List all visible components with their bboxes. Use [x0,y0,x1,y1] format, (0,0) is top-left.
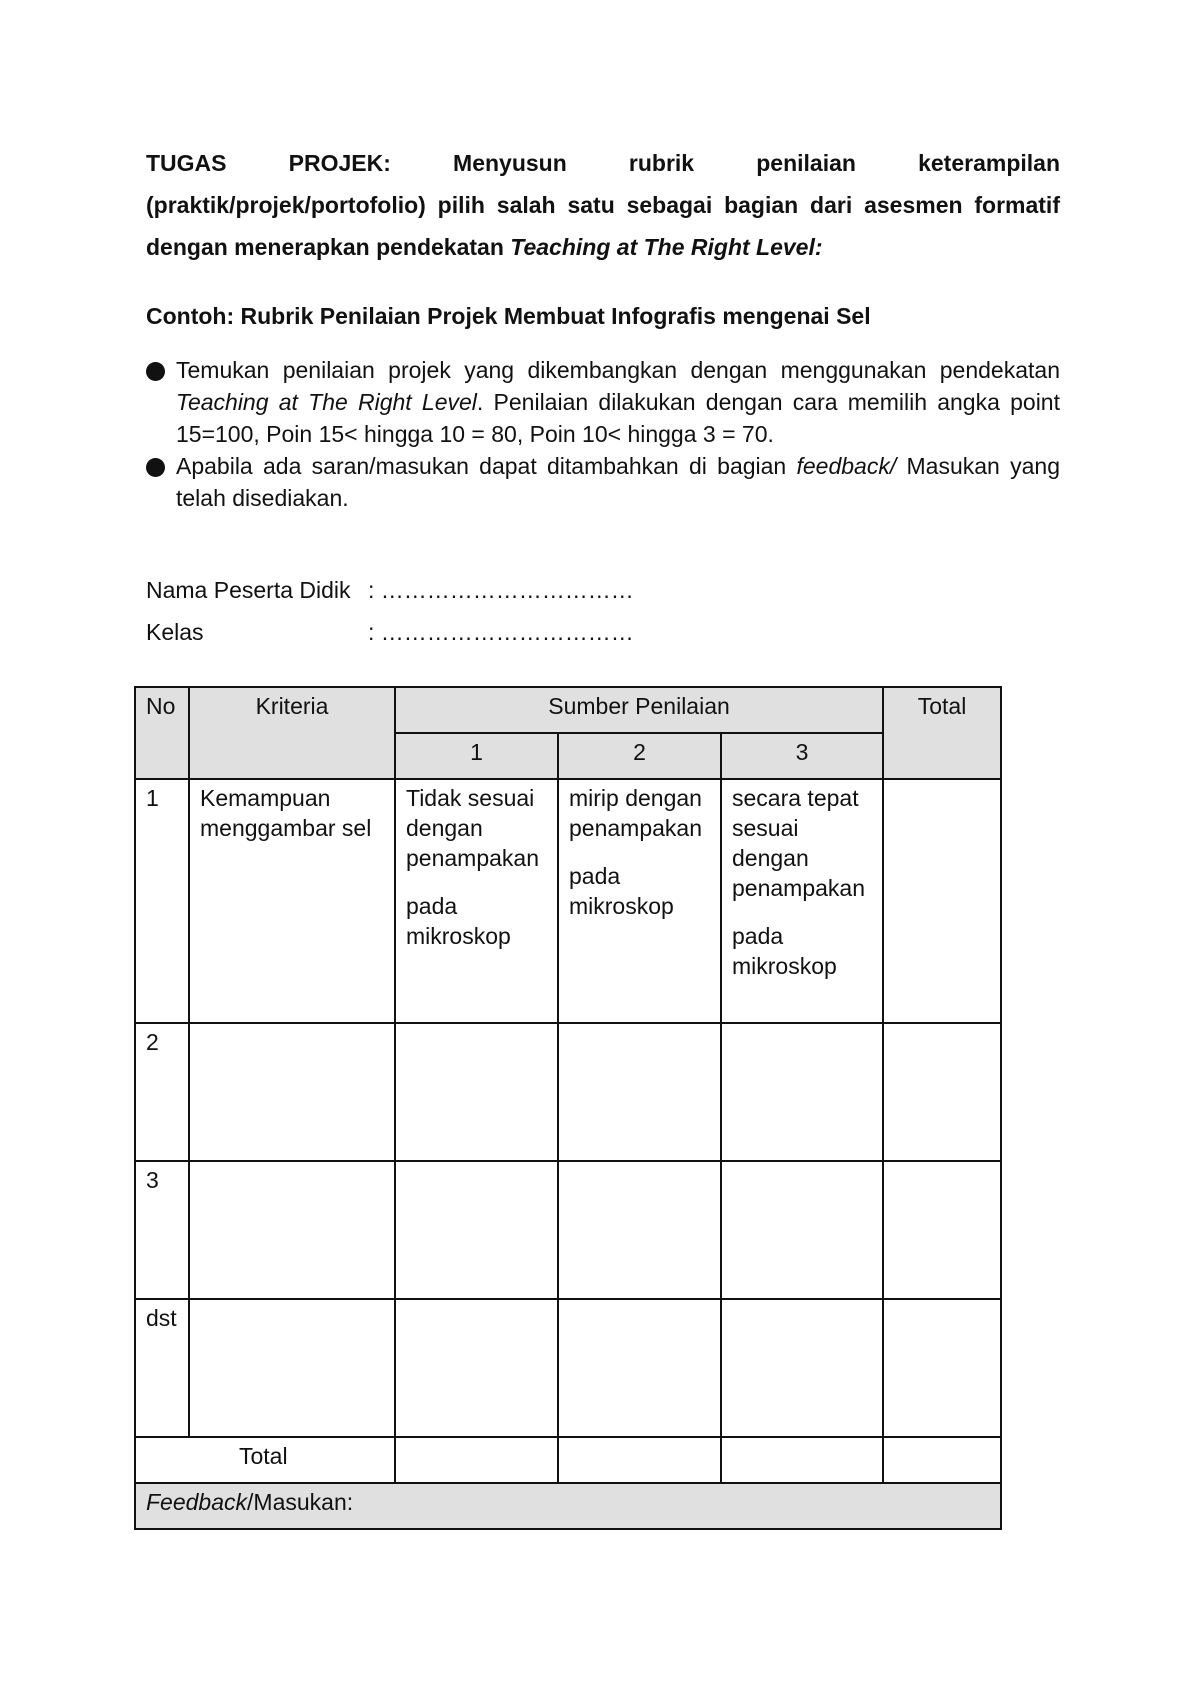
instruction-1-text-b: . Penilaian dilakukan dengan cara memilih angka point 15=100, Poin 15< hingga 10 = 80, Poin 10< hingga 3 = 70. [176,389,1060,447]
header-level-3: 3 [721,733,883,779]
row-number: 2 [135,1023,189,1161]
header-no: No [135,687,189,779]
criteria-cell [189,1299,395,1437]
total-row [135,1437,1001,1483]
heading-text: TUGAS PROJEK: Menyusun rubrik penilaian keterampilan (praktik/projek/portofolio) pilih salah satu sebagai bagian dari asesmen formatif dengan menerapkan pendekatan [146,150,1060,260]
rubric-table [134,686,1002,1530]
level-3-cell [721,1023,883,1161]
header-level-1: 1 [395,733,558,779]
instruction-1-italic: Teaching at The Right Level [176,389,477,415]
header-total: Total [883,687,1001,779]
student-name-label: Nama Peserta Didik [146,577,351,603]
table-row [135,1023,1001,1161]
level-1-desc-2: pada mikroskop [406,893,511,949]
example-subheading: Contoh: Rubrik Penilaian Projek Membuat Infografis mengenai Sel [146,303,871,329]
level-1-cell [395,1299,558,1437]
bullet-dot-icon [146,362,165,381]
bullet-dot-icon [146,458,165,477]
level-2-desc-2: pada mikroskop [569,863,674,919]
table-row [135,1161,1001,1299]
total-cell [883,1299,1001,1437]
criteria-cell [189,1161,395,1299]
total-level-2-cell [558,1437,721,1483]
class-line [146,617,846,647]
table-row [135,1299,1001,1437]
instruction-2-text-b: Masukan yang telah disediakan. [176,453,1060,511]
assignment-heading [146,142,1060,268]
instruction-1-text-a: Temukan penilaian projek yang dikembangkan dengan menggunakan pendekatan [176,357,1060,383]
level-2-cell [558,1299,721,1437]
level-3-desc: secara tepat sesuai dengan penampakan [732,785,865,901]
feedback-cell[interactable] [135,1483,1001,1529]
level-3-cell [721,1299,883,1437]
total-level-1-cell [395,1437,558,1483]
total-cell [883,1161,1001,1299]
criteria-cell: Kemampuan menggambar sel [189,779,395,1023]
level-1-cell [395,1161,558,1299]
student-name-value: : …………………………… [368,577,634,603]
row-number: 1 [135,779,189,1023]
level-3-desc-2: pada mikroskop [732,923,837,979]
criteria-cell [189,1023,395,1161]
total-level-3-cell [721,1437,883,1483]
row-number: dst [135,1299,189,1437]
instruction-2-italic: feedback/ [796,453,897,479]
heading-italic: Teaching at The Right Level: [510,234,823,260]
header-sumber-penilaian: Sumber Penilaian [395,687,883,733]
row-number: 3 [135,1161,189,1299]
class-label: Kelas [146,619,204,645]
instruction-item-2 [146,450,1060,514]
grand-total-cell [883,1437,1001,1483]
table-row [135,779,1001,1023]
level-1-desc: Tidak sesuai dengan penampakan [406,785,539,871]
level-2-desc: mirip dengan penampakan [569,785,702,841]
total-row-label: Total [135,1437,395,1483]
instruction-item-1 [146,354,1060,450]
header-level-2: 2 [558,733,721,779]
level-3-cell [721,779,883,1023]
header-kriteria: Kriteria [189,687,395,779]
total-cell [883,1023,1001,1161]
feedback-label-italic: Feedback [146,1489,248,1515]
level-3-cell [721,1161,883,1299]
student-name-line [146,575,846,605]
feedback-label-rest: /Masukan: [247,1489,354,1515]
feedback-row [135,1483,1001,1529]
instruction-2-text-a: Apabila ada saran/masukan dapat ditambahkan di bagian [176,453,797,479]
level-2-cell [558,1023,721,1161]
level-1-cell [395,779,558,1023]
instruction-list [146,354,1060,514]
level-1-cell [395,1023,558,1161]
class-value: : …………………………… [368,619,634,645]
level-2-cell [558,779,721,1023]
level-2-cell [558,1161,721,1299]
total-cell [883,779,1001,1023]
